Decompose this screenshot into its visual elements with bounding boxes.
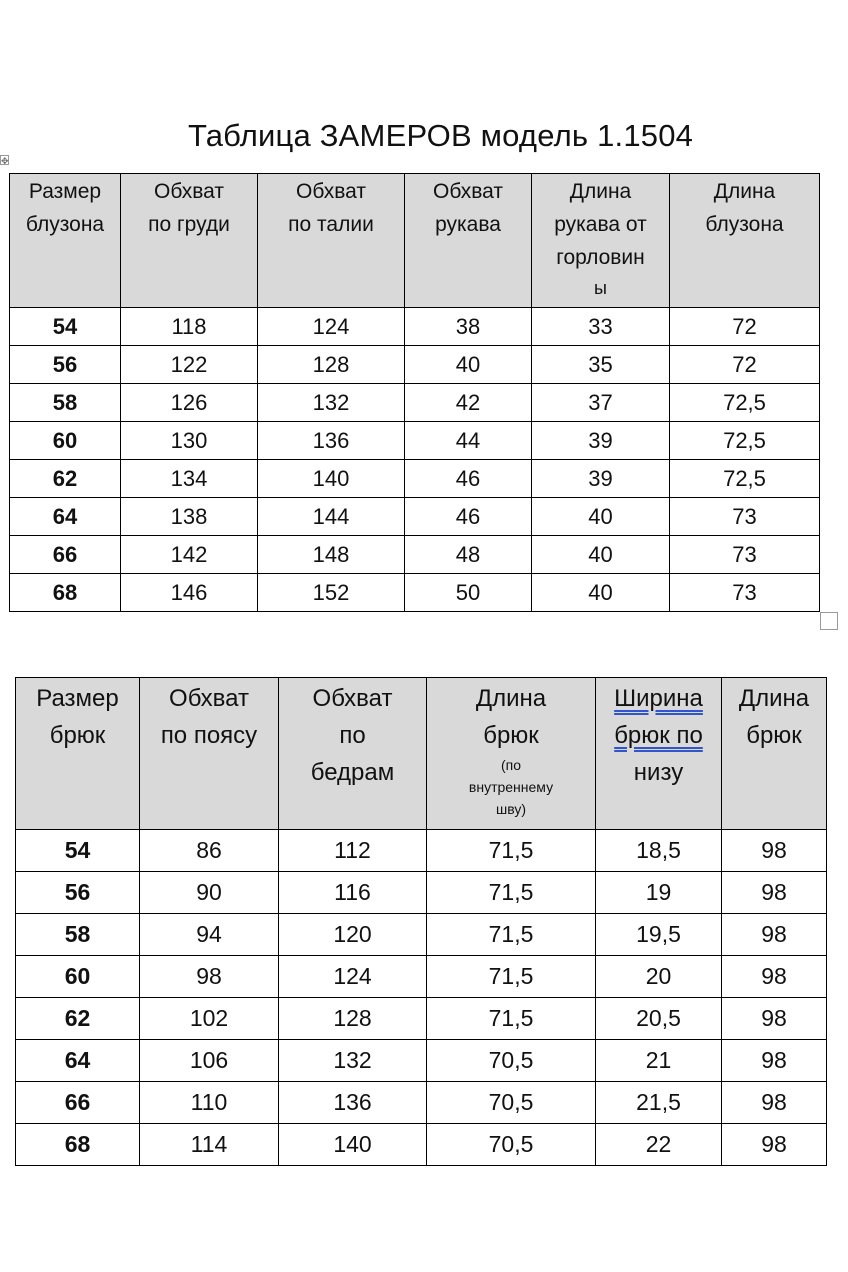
header-line: Длина <box>475 685 547 712</box>
blouse-measurements-table <box>9 173 820 612</box>
table-row <box>16 1082 827 1124</box>
inseam-note: (по <box>500 757 522 773</box>
table-row <box>16 1124 827 1166</box>
table-cell: 106 <box>140 1040 279 1082</box>
size-cell: 60 <box>10 422 121 460</box>
table-cell: 73 <box>670 574 820 612</box>
table-cell: 134 <box>121 460 258 498</box>
table-cell: 40 <box>405 346 532 384</box>
table-cell: 72 <box>670 346 820 384</box>
size-cell: 62 <box>10 460 121 498</box>
size-cell: 58 <box>10 384 121 422</box>
table-row <box>16 1040 827 1082</box>
table-cell: 98 <box>722 830 827 872</box>
header-line: Обхват <box>169 685 249 712</box>
header-line: Размер <box>28 180 102 203</box>
size-cell: 66 <box>10 536 121 574</box>
header-cell-hips <box>279 678 427 830</box>
header-line: Длина <box>569 180 632 203</box>
table-resize-handle-icon[interactable] <box>820 612 838 630</box>
table-row <box>10 460 820 498</box>
header-cell-blouse-length <box>670 174 820 308</box>
table-cell: 128 <box>279 998 427 1040</box>
table-row <box>10 574 820 612</box>
spellcheck-underlined-text: Ширина <box>614 685 703 712</box>
inseam-note: внутреннему <box>468 779 554 795</box>
header-line: горловин <box>556 246 645 269</box>
table-cell: 71,5 <box>427 998 596 1040</box>
table-cell: 98 <box>722 956 827 998</box>
table-cell: 124 <box>279 956 427 998</box>
table-cell: 42 <box>405 384 532 422</box>
table-row <box>16 956 827 998</box>
table-cell: 144 <box>258 498 405 536</box>
table-cell: 142 <box>121 536 258 574</box>
table-cell: 37 <box>532 384 670 422</box>
header-line: брюк <box>483 722 539 749</box>
table-cell: 130 <box>121 422 258 460</box>
table-cell: 22 <box>596 1124 722 1166</box>
table-move-handle-icon[interactable]: ✥ <box>1 156 9 166</box>
table-cell: 39 <box>532 460 670 498</box>
size-cell: 54 <box>10 308 121 346</box>
header-line: по поясу <box>160 722 258 749</box>
table-row <box>10 422 820 460</box>
header-cell-size <box>10 174 121 308</box>
table-cell: 122 <box>121 346 258 384</box>
table-cell: 98 <box>722 1082 827 1124</box>
size-cell: 56 <box>10 346 121 384</box>
table-cell: 40 <box>532 536 670 574</box>
trousers-measurements-table <box>15 677 827 1166</box>
header-cell-length <box>722 678 827 830</box>
header-cell-sleeve-girth <box>405 174 532 308</box>
table-header-row <box>10 174 820 308</box>
table-cell: 21 <box>596 1040 722 1082</box>
header-line: Обхват <box>154 180 224 203</box>
table-cell: 124 <box>258 308 405 346</box>
table-row <box>10 536 820 574</box>
table-cell: 98 <box>722 1124 827 1166</box>
size-cell: 66 <box>16 1082 140 1124</box>
table-cell: 71,5 <box>427 872 596 914</box>
page-title: Таблица ЗАМЕРОВ модель 1.1504 <box>188 118 694 153</box>
header-line: рукава <box>435 213 501 236</box>
header-cell-hem-width <box>596 678 722 830</box>
size-cell: 58 <box>16 914 140 956</box>
table-row <box>10 346 820 384</box>
table-cell: 98 <box>140 956 279 998</box>
table-cell: 71,5 <box>427 956 596 998</box>
table-cell: 146 <box>121 574 258 612</box>
inseam-note: шву) <box>495 801 527 817</box>
table-cell: 116 <box>279 872 427 914</box>
table-row <box>16 998 827 1040</box>
size-cell: 68 <box>16 1124 140 1166</box>
table-cell: 138 <box>121 498 258 536</box>
table-cell: 73 <box>670 498 820 536</box>
table-cell: 140 <box>279 1124 427 1166</box>
table-cell: 70,5 <box>427 1040 596 1082</box>
header-line: брюк <box>746 722 802 749</box>
table-cell: 98 <box>722 872 827 914</box>
size-cell: 60 <box>16 956 140 998</box>
table-cell: 98 <box>722 914 827 956</box>
header-cell-waist <box>258 174 405 308</box>
header-line: Длина <box>738 685 810 712</box>
table-cell: 20,5 <box>596 998 722 1040</box>
table-cell: 39 <box>532 422 670 460</box>
table-cell: 71,5 <box>427 914 596 956</box>
table-cell: 73 <box>670 536 820 574</box>
table-cell: 33 <box>532 308 670 346</box>
header-line: блузона <box>25 213 105 236</box>
table-cell: 38 <box>405 308 532 346</box>
spellcheck-underlined-text: брюк по <box>614 722 703 749</box>
table-row <box>16 872 827 914</box>
table-cell: 102 <box>140 998 279 1040</box>
size-cell: 54 <box>16 830 140 872</box>
table-cell: 152 <box>258 574 405 612</box>
table-cell: 128 <box>258 346 405 384</box>
table-cell: 120 <box>279 914 427 956</box>
table-cell: 18,5 <box>596 830 722 872</box>
header-line: ы <box>594 278 607 298</box>
table-cell: 35 <box>532 346 670 384</box>
size-cell: 56 <box>16 872 140 914</box>
table-cell: 72,5 <box>670 422 820 460</box>
size-cell: 64 <box>16 1040 140 1082</box>
table-cell: 72,5 <box>670 384 820 422</box>
table-cell: 118 <box>121 308 258 346</box>
table-cell: 46 <box>405 498 532 536</box>
table-cell: 48 <box>405 536 532 574</box>
header-line: по груди <box>148 213 230 236</box>
header-line: Размер <box>36 685 119 712</box>
table-cell: 98 <box>722 998 827 1040</box>
table-cell: 20 <box>596 956 722 998</box>
table-row <box>10 498 820 536</box>
table-cell: 126 <box>121 384 258 422</box>
table-row <box>10 308 820 346</box>
table-cell: 86 <box>140 830 279 872</box>
header-cell-trousers-length <box>427 678 596 830</box>
header-line: низу <box>633 759 684 786</box>
table-cell: 19,5 <box>596 914 722 956</box>
header-line: Обхват <box>296 180 366 203</box>
table-cell: 46 <box>405 460 532 498</box>
header-line <box>596 680 721 717</box>
table-cell: 71,5 <box>427 830 596 872</box>
table-cell: 136 <box>279 1082 427 1124</box>
table-cell: 40 <box>532 498 670 536</box>
header-cell-chest <box>121 174 258 308</box>
table-cell: 40 <box>532 574 670 612</box>
size-cell: 62 <box>16 998 140 1040</box>
header-cell-size <box>16 678 140 830</box>
table-cell: 132 <box>258 384 405 422</box>
table-cell: 70,5 <box>427 1082 596 1124</box>
table-cell: 114 <box>140 1124 279 1166</box>
header-cell-waist <box>140 678 279 830</box>
table-cell: 44 <box>405 422 532 460</box>
table-cell: 112 <box>279 830 427 872</box>
table-cell: 72 <box>670 308 820 346</box>
header-line: по талии <box>288 213 374 236</box>
header-line: Обхват <box>433 180 503 203</box>
header-line <box>596 717 721 754</box>
table-cell: 21,5 <box>596 1082 722 1124</box>
header-line: Длина <box>713 180 776 203</box>
table-cell: 148 <box>258 536 405 574</box>
table-header-row <box>16 678 827 830</box>
table-cell: 94 <box>140 914 279 956</box>
size-cell: 64 <box>10 498 121 536</box>
header-line: бедрам <box>310 759 395 786</box>
table-row <box>16 830 827 872</box>
size-cell: 68 <box>10 574 121 612</box>
table-cell: 132 <box>279 1040 427 1082</box>
table-cell: 90 <box>140 872 279 914</box>
table-cell: 70,5 <box>427 1124 596 1166</box>
table-cell: 19 <box>596 872 722 914</box>
table-cell: 110 <box>140 1082 279 1124</box>
table-row <box>16 914 827 956</box>
table-cell: 72,5 <box>670 460 820 498</box>
header-line: блузона <box>705 213 784 236</box>
table-cell: 140 <box>258 460 405 498</box>
table-cell: 50 <box>405 574 532 612</box>
table-row <box>10 384 820 422</box>
header-line: брюк <box>49 722 106 749</box>
header-line: по <box>339 722 366 749</box>
table-cell: 98 <box>722 1040 827 1082</box>
table-cell: 136 <box>258 422 405 460</box>
header-line: рукава от <box>554 213 647 236</box>
header-cell-sleeve-length <box>532 174 670 308</box>
header-line: Обхват <box>312 685 393 712</box>
